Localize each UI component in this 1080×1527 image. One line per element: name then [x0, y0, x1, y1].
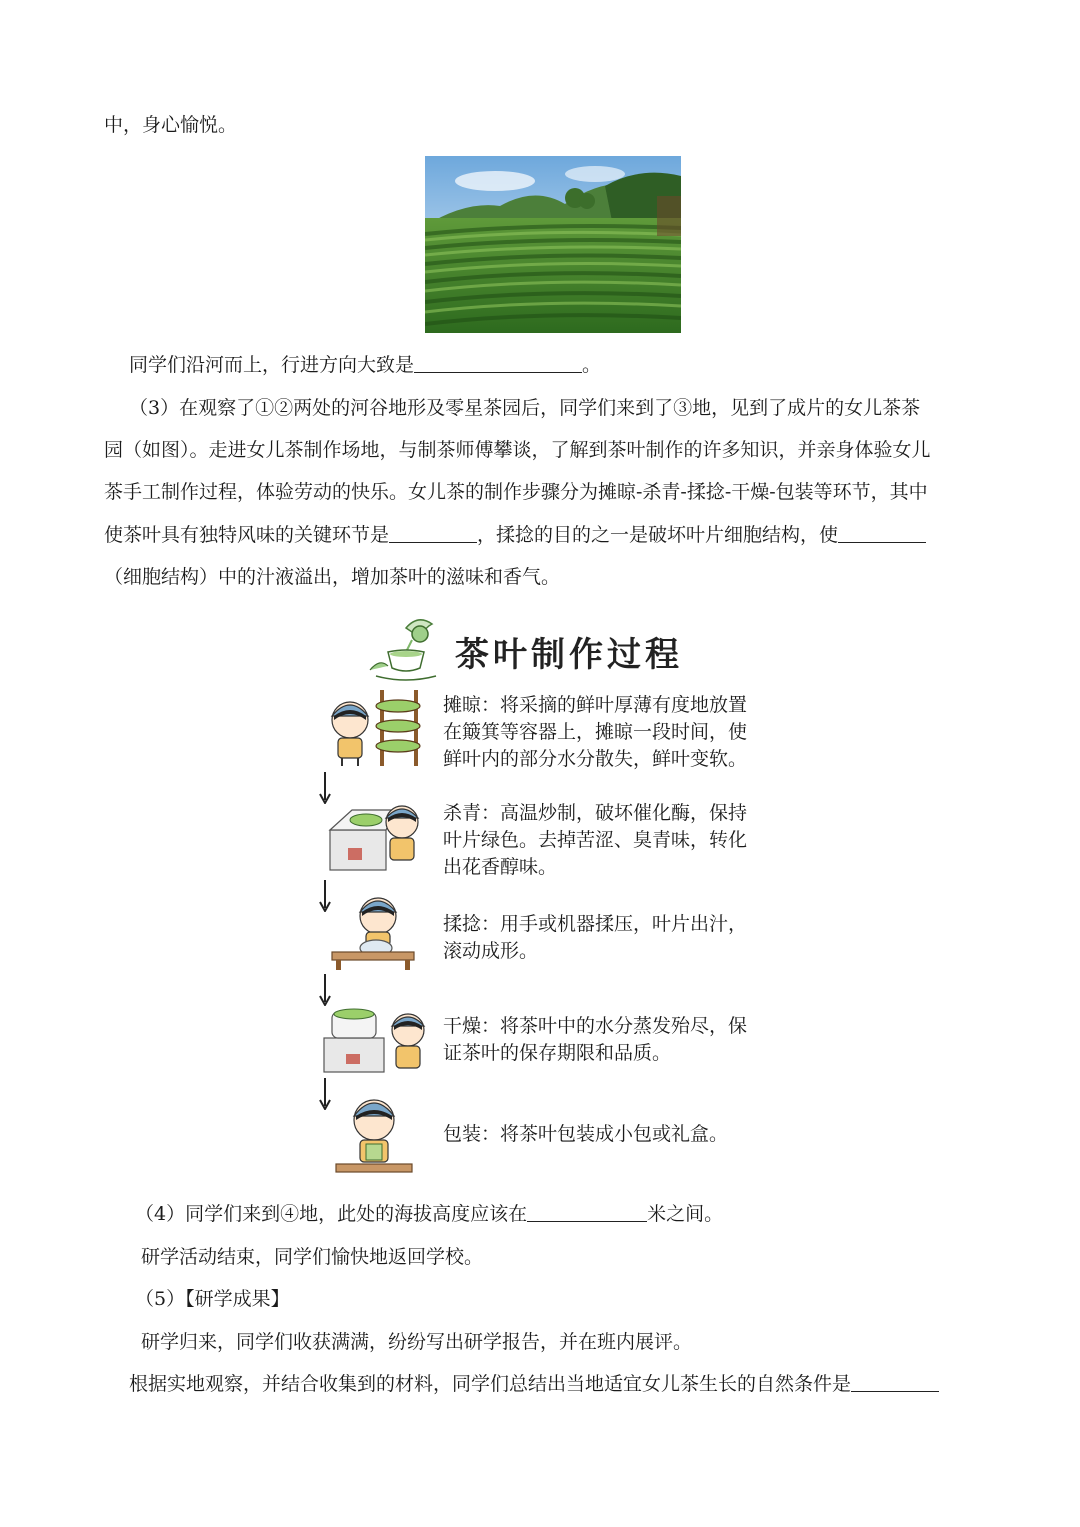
q4-line — [135, 1200, 723, 1228]
packaging-kid-icon — [332, 1088, 416, 1176]
step-4-text — [443, 1013, 747, 1067]
q5-text: 研学归来，同学们收获满满，纷纷写出研学报告，并在班内展评。 — [141, 1331, 693, 1353]
direction-question — [129, 351, 601, 379]
step-2-line-2: 叶片绿色。去掉苦涩、臭青味，转化 — [443, 829, 748, 851]
end-text: 研学活动结束，同学们愉快地返回学校。 — [141, 1246, 484, 1268]
q3-line-5: （细胞结构）中的汁液溢出，增加茶叶的滋味和香气。 — [104, 566, 561, 588]
q5-title: （5）【研学成果】 — [135, 1288, 290, 1310]
step-3-line-2: 滚动成形。 — [443, 940, 539, 962]
answer-blank-altitude[interactable] — [527, 1201, 647, 1222]
step-3-text — [443, 911, 747, 965]
q3-line-4 — [104, 521, 926, 549]
step-5-line-1: 包装：将茶叶包装成小包或礼盒。 — [443, 1123, 729, 1145]
top-text: 中，身心愉悦。 — [104, 114, 238, 136]
rolling-kid-icon — [328, 888, 418, 972]
step-3-line-1: 揉捻：用手或机器揉压，叶片出汁， — [443, 913, 748, 935]
step-1-line-3: 鲜叶内的部分水分散失，鲜叶变软。 — [443, 748, 748, 770]
step-4-line-2: 证茶叶的保存期限和品质。 — [443, 1042, 672, 1064]
answer-blank-conditions[interactable] — [851, 1371, 939, 1392]
drying-rack-kid-icon — [322, 686, 422, 770]
step-1-text — [443, 692, 747, 773]
q3-line-4-a: 使茶叶具有独特风味的关键环节是 — [104, 524, 390, 546]
tea-garden-photo — [425, 156, 681, 333]
q5-last-text: 根据实地观察，并结合收集到的材料，同学们总结出当地适宜女儿茶生长的自然条件是 — [129, 1373, 852, 1395]
q4-end: 米之间。 — [647, 1203, 724, 1225]
direction-question-end: 。 — [582, 354, 602, 376]
q5-last-line — [129, 1370, 939, 1398]
step-5-text — [443, 1121, 728, 1148]
q3-line-3: 茶手工制作过程，体验劳动的快乐。女儿茶的制作步骤分为摊晾-杀青-揉捻-干燥-包装等环节，其中 — [104, 481, 928, 503]
step-1-line-1: 摊晾：将采摘的鲜叶厚薄有度地放置 — [443, 694, 748, 716]
step-4-line-1: 干燥：将茶叶中的水分蒸发殆尽，保 — [443, 1015, 748, 1037]
answer-blank-direction[interactable] — [414, 352, 582, 373]
answer-blank-key-step[interactable] — [389, 522, 477, 543]
drying-oven-kid-icon — [320, 1000, 432, 1080]
direction-question-text: 同学们沿河而上，行进方向大致是 — [129, 354, 415, 376]
answer-blank-cell-structure[interactable] — [838, 522, 926, 543]
step-1-line-2: 在簸箕等容器上，摊晾一段时间，使 — [443, 721, 748, 743]
q3-line-1: （3）在观察了①②两处的河谷地形及零星茶园后，同学们来到了③地，见到了成片的女儿茶茶 — [129, 397, 921, 419]
step-2-text — [443, 800, 747, 881]
teapot-icon — [366, 610, 446, 682]
wok-stove-kid-icon — [326, 796, 426, 876]
q4-text: （4）同学们来到④地，此处的海拔高度应该在 — [135, 1203, 528, 1225]
step-2-line-3: 出花香醇味。 — [443, 856, 558, 878]
down-arrow-icon — [318, 1078, 332, 1110]
q3-line-2: 园（如图）。走进女儿茶制作场地，与制茶师傅攀谈，了解到茶叶制作的许多知识，并亲身体验女儿 — [104, 439, 931, 461]
step-2-line-1: 杀青：高温炒制，破坏催化酶，保持 — [443, 802, 748, 824]
q3-line-4-b: ，揉捻的目的之一是破坏叶片细胞结构，使 — [477, 524, 839, 546]
process-title: 茶叶制作过程 — [455, 635, 683, 675]
